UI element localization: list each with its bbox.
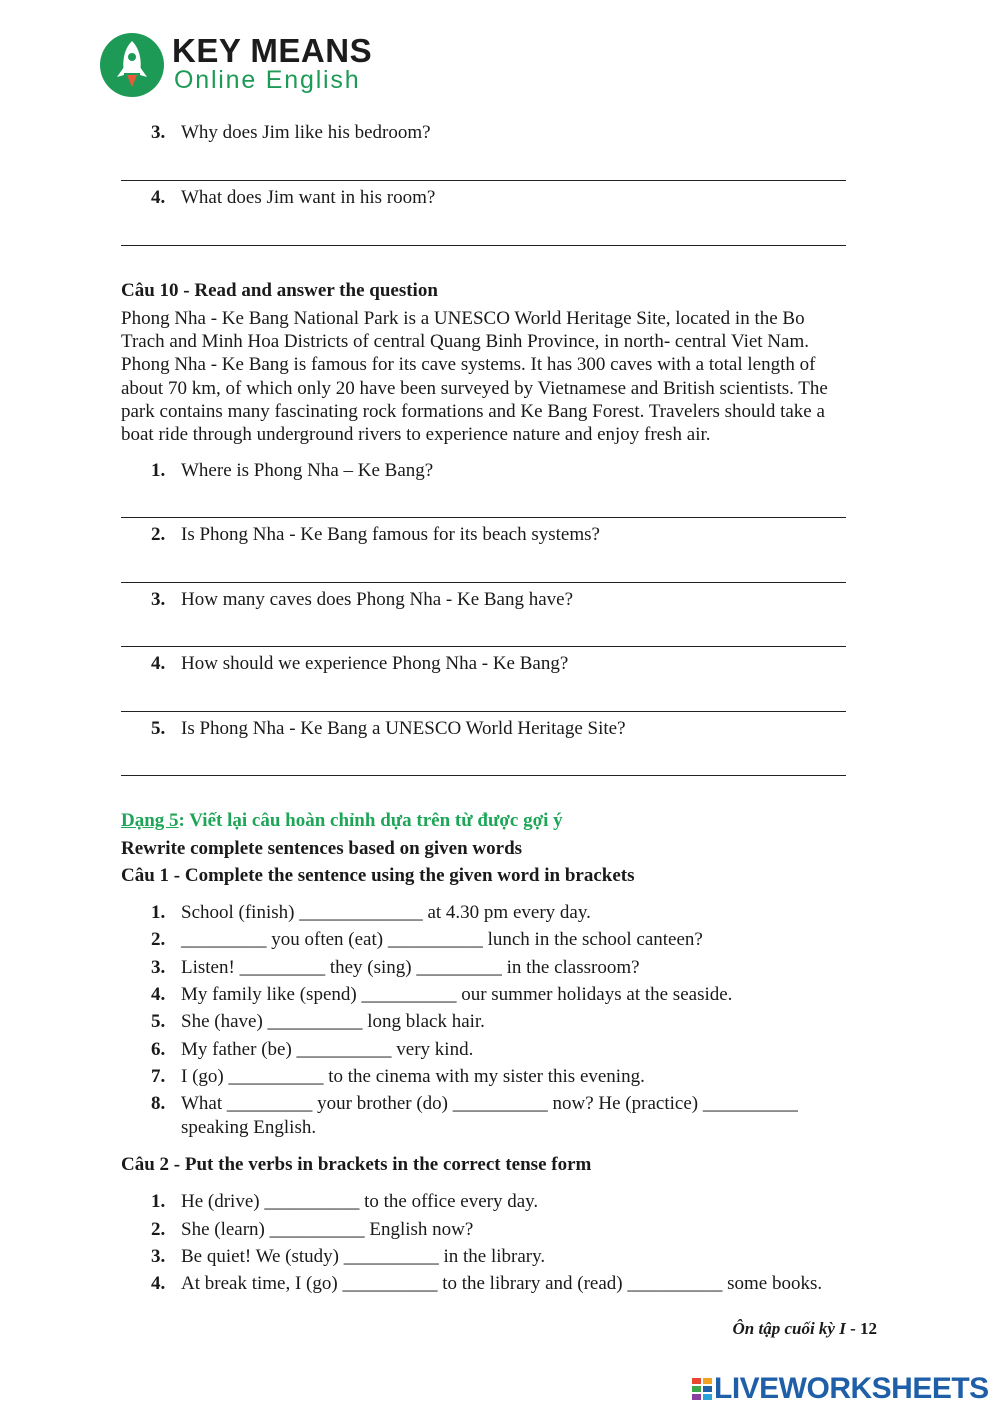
- page-number: 12: [860, 1319, 877, 1338]
- item-number: 3.: [151, 1246, 166, 1267]
- cau10-question-2: [151, 524, 600, 546]
- item-number: 4.: [151, 984, 166, 1005]
- cau10-question-1: [151, 460, 433, 482]
- item-number: 5.: [151, 1011, 166, 1032]
- item-text: She (learn) __________ English now?: [181, 1219, 474, 1240]
- dang5-label: Dạng 5: [121, 810, 179, 831]
- question-text: Why does Jim like his bedroom?: [181, 122, 431, 143]
- answer-line[interactable]: [121, 775, 846, 776]
- question-text: How should we experience Phong Nha - Ke Bang?: [181, 653, 569, 674]
- question-number: 2.: [151, 524, 166, 545]
- question-text: How many caves does Phong Nha - Ke Bang have?: [181, 589, 574, 610]
- item-text: School (finish) _____________ at 4.30 pm every day.: [181, 902, 591, 923]
- logo-subtitle: Online English: [174, 66, 361, 94]
- page-footer: [732, 1319, 877, 1339]
- passage-line: Phong Nha - Ke Bang National Park is a UNESCO World Heritage Site, located in the Bo: [121, 308, 805, 329]
- cau1-heading: Câu 1 - Complete the sentence using the given word in brackets: [121, 865, 635, 886]
- question-number: 1.: [151, 460, 166, 481]
- logo-title: KEY MEANS: [172, 32, 373, 69]
- question-text: Is Phong Nha - Ke Bang a UNESCO World Heritage Site?: [181, 718, 626, 739]
- dang5-heading: [121, 810, 563, 832]
- cau10-question-5: [151, 718, 626, 740]
- item-number: 7.: [151, 1066, 166, 1087]
- cau10-question-3: [151, 589, 573, 611]
- prev-question-3: [151, 122, 431, 144]
- liveworksheets-logo-icon: [692, 1378, 712, 1400]
- question-text: What does Jim want in his room?: [181, 187, 436, 208]
- key-means-logo: [100, 30, 400, 100]
- question-number: 3.: [151, 122, 166, 143]
- answer-line[interactable]: [121, 646, 846, 647]
- question-number: 3.: [151, 589, 166, 610]
- item-text: What _________ your brother (do) __________ now? He (practice) __________: [181, 1093, 798, 1114]
- passage-line: park contains many fascinating rock formations and Ke Bang Forest. Travelers should take a: [121, 400, 825, 422]
- item-number: 4.: [151, 1273, 166, 1294]
- item-text: _________ you often (eat) __________ lunch in the school canteen?: [181, 929, 703, 950]
- cau1-item-7: [151, 1066, 645, 1088]
- item-text: I (go) __________ to the cinema with my sister this evening.: [181, 1066, 645, 1087]
- cau10-heading: Câu 10 - Read and answer the question: [121, 280, 438, 301]
- cau2-item-4: [151, 1273, 822, 1295]
- reading-passage: [121, 307, 881, 446]
- passage-line: Phong Nha - Ke Bang is famous for its cave systems. It has 300 caves with a total length of: [121, 354, 816, 376]
- item-text: My father (be) __________ very kind.: [181, 1039, 474, 1060]
- liveworksheets-text: LIVEWORKSHEETS: [714, 1372, 989, 1405]
- cau1-item-3: [151, 957, 640, 979]
- question-number: 4.: [151, 653, 166, 674]
- cau10-question-4: [151, 653, 568, 675]
- cau1-item-8: [151, 1093, 798, 1115]
- item-text: He (drive) __________ to the office every day.: [181, 1191, 539, 1212]
- cau2-heading: Câu 2 - Put the verbs in brackets in the correct tense form: [121, 1154, 592, 1175]
- question-text: Is Phong Nha - Ke Bang famous for its beach systems?: [181, 524, 600, 545]
- dang5-title: : Viết lại câu hoàn chỉnh dựa trên từ được gợi ý: [178, 810, 563, 831]
- item-text: She (have) __________ long black hair.: [181, 1011, 485, 1032]
- passage-line: Trach and Minh Hoa Districts of central Quang Binh Province, in north- central Viet Nam.: [121, 331, 809, 353]
- item-text: My family like (spend) __________ our summer holidays at the seaside.: [181, 984, 733, 1005]
- answer-line[interactable]: [121, 180, 846, 181]
- liveworksheets-watermark[interactable]: [692, 1374, 992, 1404]
- item-number: 2.: [151, 1219, 166, 1240]
- question-text: Where is Phong Nha – Ke Bang?: [181, 460, 434, 481]
- item-text: Listen! _________ they (sing) _________ in the classroom?: [181, 957, 640, 978]
- item-text: At break time, I (go) __________ to the library and (read) __________ some books.: [181, 1273, 823, 1294]
- cau1-item-4: [151, 984, 732, 1006]
- answer-line[interactable]: [121, 711, 846, 712]
- footer-separator: -: [845, 1319, 860, 1338]
- dang5-subtitle: Rewrite complete sentences based on given words: [121, 838, 523, 859]
- item-number: 6.: [151, 1039, 166, 1060]
- cau1-item-6: [151, 1039, 473, 1061]
- item-text: Be quiet! We (study) __________ in the library.: [181, 1246, 546, 1267]
- prev-question-4: [151, 187, 435, 209]
- cau2-item-1: [151, 1191, 538, 1213]
- cau2-item-3: [151, 1246, 545, 1268]
- cau2-item-2: [151, 1219, 473, 1241]
- passage-line: about 70 km, of which only 20 have been surveyed by Vietnamese and British scientists. The: [121, 377, 828, 399]
- cau1-item-8-continuation: speaking English.: [181, 1117, 317, 1138]
- item-number: 3.: [151, 957, 166, 978]
- answer-line[interactable]: [121, 582, 846, 583]
- answer-line[interactable]: [121, 245, 846, 246]
- item-number: 2.: [151, 929, 166, 950]
- rocket-icon: [100, 33, 164, 97]
- item-number: 8.: [151, 1093, 166, 1114]
- cau1-item-2: [151, 929, 703, 951]
- item-number: 1.: [151, 902, 166, 923]
- passage-line: boat ride through underground rivers to experience nature and enjoy fresh air.: [121, 424, 711, 446]
- item-number: 1.: [151, 1191, 166, 1212]
- footer-label: Ôn tập cuối kỳ I: [732, 1319, 846, 1338]
- cau1-item-5: [151, 1011, 485, 1033]
- question-number: 5.: [151, 718, 166, 739]
- answer-line[interactable]: [121, 517, 846, 518]
- question-number: 4.: [151, 187, 166, 208]
- cau1-item-1: [151, 902, 591, 924]
